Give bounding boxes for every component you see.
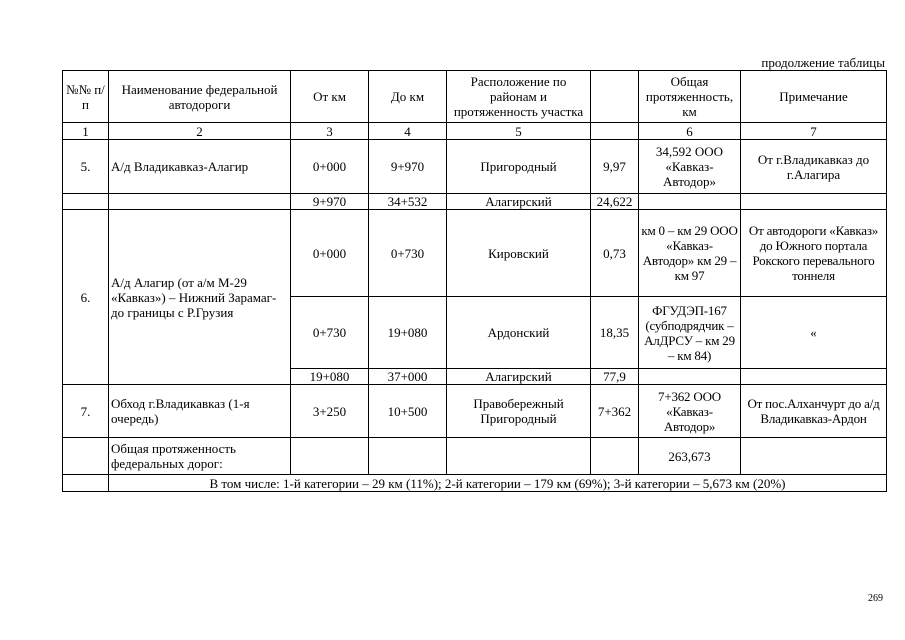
road-name: А/д Владикавказ-Алагир — [109, 140, 291, 194]
note: От автодороги «Кавказ» до Южного портала Рокского перевального тоннеля — [741, 210, 887, 297]
road-name-blank — [109, 194, 291, 210]
km-to: 10+500 — [369, 385, 447, 438]
blank-cell — [741, 438, 887, 475]
table-row — [63, 140, 887, 194]
district: Кировский — [447, 210, 591, 297]
km-from: 19+080 — [291, 369, 369, 385]
summary-total: 263,673 — [639, 438, 741, 475]
blank-cell — [291, 438, 369, 475]
total-length-blank — [639, 369, 741, 385]
note-blank — [741, 369, 887, 385]
km-from: 3+250 — [291, 385, 369, 438]
segment-length: 0,73 — [591, 210, 639, 297]
note: От пос.Алханчурт до а/д Владикавказ-Ардон — [741, 385, 887, 438]
segment-length: 9,97 — [591, 140, 639, 194]
column-number: 4 — [369, 123, 447, 140]
page-number: 269 — [868, 593, 883, 604]
column-number: 5 — [447, 123, 591, 140]
column-number: 3 — [291, 123, 369, 140]
column-number: 7 — [741, 123, 887, 140]
km-to: 37+000 — [369, 369, 447, 385]
header-note: Примечание — [741, 71, 887, 123]
km-from: 9+970 — [291, 194, 369, 210]
header-to: До км — [369, 71, 447, 123]
total-length: 7+362 ООО «Кавказ-Автодор» — [639, 385, 741, 438]
district: Пригородный — [447, 140, 591, 194]
district: Ардонский — [447, 297, 591, 369]
district: Алагирский — [447, 194, 591, 210]
segment-length: 77,9 — [591, 369, 639, 385]
column-numbers-row — [63, 123, 887, 140]
column-number-blank — [591, 123, 639, 140]
roads-table — [62, 70, 887, 492]
category-breakdown: В том числе: 1-й категории – 29 км (11%); 2-й категории – 179 км (69%); 3-й категории – 5,673 км (20%) — [109, 475, 887, 492]
table-row — [63, 385, 887, 438]
km-from: 0+000 — [291, 140, 369, 194]
continuation-label: продолжение таблицы — [761, 55, 885, 70]
summary-label: Общая протяженность федеральных дорог: — [109, 438, 291, 475]
blank-cell — [447, 438, 591, 475]
segment-length: 7+362 — [591, 385, 639, 438]
table-row — [63, 210, 887, 297]
km-from: 0+000 — [291, 210, 369, 297]
header-location-length — [591, 71, 639, 123]
note: От г.Владикавказ до г.Алагира — [741, 140, 887, 194]
blank-cell — [591, 438, 639, 475]
row-num: 7. — [63, 385, 109, 438]
row-num-blank — [63, 194, 109, 210]
road-name: Обход г.Владикавказ (1-я очередь) — [109, 385, 291, 438]
road-name: А/д Алагир (от а/м М-29 «Кавказ») – Нижний Зарамаг-до границы с Р.Грузия — [109, 210, 291, 385]
header-from: От км — [291, 71, 369, 123]
row-num: 6. — [63, 210, 109, 385]
row-num-blank — [63, 475, 109, 492]
column-number: 2 — [109, 123, 291, 140]
note-blank — [741, 194, 887, 210]
blank-cell — [369, 438, 447, 475]
row-num-blank — [63, 438, 109, 475]
total-length: 34,592 ООО «Кавказ-Автодор» — [639, 140, 741, 194]
header-total-length: Общая протяженность, км — [639, 71, 741, 123]
total-length-blank — [639, 194, 741, 210]
total-length: ФГУДЭП-167 (субподрядчик – АлДРСУ – км 29 – км 84) — [639, 297, 741, 369]
header-num: №№ п/п — [63, 71, 109, 123]
breakdown-row — [63, 475, 887, 492]
km-to: 0+730 — [369, 210, 447, 297]
note: « — [741, 297, 887, 369]
district: Алагирский — [447, 369, 591, 385]
column-number: 6 — [639, 123, 741, 140]
total-length: км 0 – км 29 ООО «Кавказ-Автодор» км 29 – км 97 — [639, 210, 741, 297]
summary-row — [63, 438, 887, 475]
header-location: Расположение по районам и протяженность участка — [447, 71, 591, 123]
header-name: Наименование федеральной автодороги — [109, 71, 291, 123]
table-row — [63, 194, 887, 210]
district: Правобережный Пригородный — [447, 385, 591, 438]
segment-length: 18,35 — [591, 297, 639, 369]
km-to: 34+532 — [369, 194, 447, 210]
column-number: 1 — [63, 123, 109, 140]
km-to: 9+970 — [369, 140, 447, 194]
segment-length: 24,622 — [591, 194, 639, 210]
km-from: 0+730 — [291, 297, 369, 369]
header-row — [63, 71, 887, 123]
row-num: 5. — [63, 140, 109, 194]
km-to: 19+080 — [369, 297, 447, 369]
